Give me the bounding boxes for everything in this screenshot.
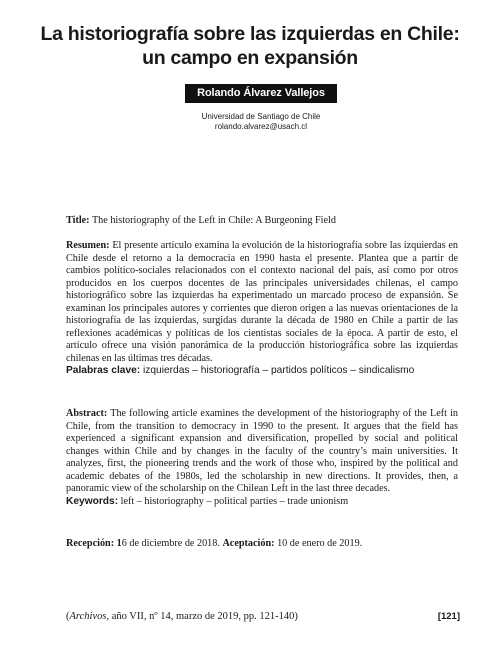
abstract-text: The following article examines the development of the historiography of the Left in Chile, from the transition to democracy in 1990 to the present. It argues that the field has experienced a significant expansion and diversification, propelled by social and political changes within Chile and by changes in the faculty of the country’s main universities. It analyzes, first, the pioneering trends and the work of those who, inspired by the political and academic debates of the 1980s, led the scholarship in new directions. It provides, then, a panoramic view of the scholarship on the Chilean Left in the last three decades. bbox=[66, 408, 458, 494]
received-label: Recepción: bbox=[66, 538, 115, 549]
page-number: [121] bbox=[437, 611, 460, 622]
citation-details: , año VII, nº 14, marzo de 2019, pp. 121-140) bbox=[106, 611, 298, 622]
author-affiliation-block bbox=[150, 112, 372, 132]
english-title-line bbox=[66, 215, 458, 228]
footer-citation bbox=[66, 610, 460, 624]
keywords-label: Keywords: bbox=[66, 495, 119, 507]
palabras-clave-label: Palabras clave: bbox=[66, 365, 141, 376]
title-line-2: un campo en expansión bbox=[142, 47, 358, 69]
author-email: rolando.alvarez@usach.cl bbox=[214, 122, 308, 131]
dates-line bbox=[66, 538, 458, 551]
received-date: 6 de diciembre de 2018. bbox=[121, 538, 223, 549]
accepted-label: Aceptación: bbox=[222, 538, 275, 549]
keywords-text: left – historiography – political parties – trade unionism bbox=[118, 495, 349, 507]
accepted-date: 10 de enero de 2019. bbox=[274, 538, 363, 549]
affiliation: Universidad de Santiago de Chile bbox=[201, 112, 321, 121]
article-title bbox=[20, 22, 480, 70]
journal-name: Archivos bbox=[69, 611, 107, 622]
received-prefix: 1 bbox=[114, 538, 122, 549]
resumen-text: El presente artículo examina la evolución de la historiografía sobre las izquierdas en Chile desde el retorno a la democracia en 1990 hasta el presente. Plantea que a partir de cambios político-sociales relacionados con el contexto nacional del país, así como por otros producidos en los cuerpos docentes de las principales universidades chilenas, el campo historiográfico sobre las izquierdas ha experimentado un marcado proceso de expansión. Se examinan los principales autores y corrientes que dieron origen a las nuevas orientaciones de la historiografía de las izquierdas, surgidas durante la década de 1980 en Chile a partir de las reflexiones académicas y políticas de los cientistas sociales de la época. A partir de esto, el artículo ofrece una visión panorámica de la producción historiográfica sobre las izquierdas chilenas en las últimas tres décadas. bbox=[66, 240, 458, 364]
english-title-label: Title: bbox=[66, 215, 90, 226]
footer-open-paren: ( bbox=[66, 611, 70, 622]
resumen-section bbox=[66, 240, 458, 378]
title-line-1: La historiografía sobre las izquierdas en Chile: bbox=[40, 23, 460, 45]
resumen-label: Resumen: bbox=[66, 240, 110, 251]
english-title-text: The historiography of the Left in Chile: A Burgeoning Field bbox=[89, 215, 336, 226]
abstract-label: Abstract: bbox=[66, 408, 108, 419]
abstract-section bbox=[66, 408, 458, 508]
author-name: Rolando Álvarez Vallejos bbox=[185, 84, 337, 103]
palabras-clave-text: izquierdas – historiografía – partidos políticos – sindicalismo bbox=[140, 365, 415, 376]
